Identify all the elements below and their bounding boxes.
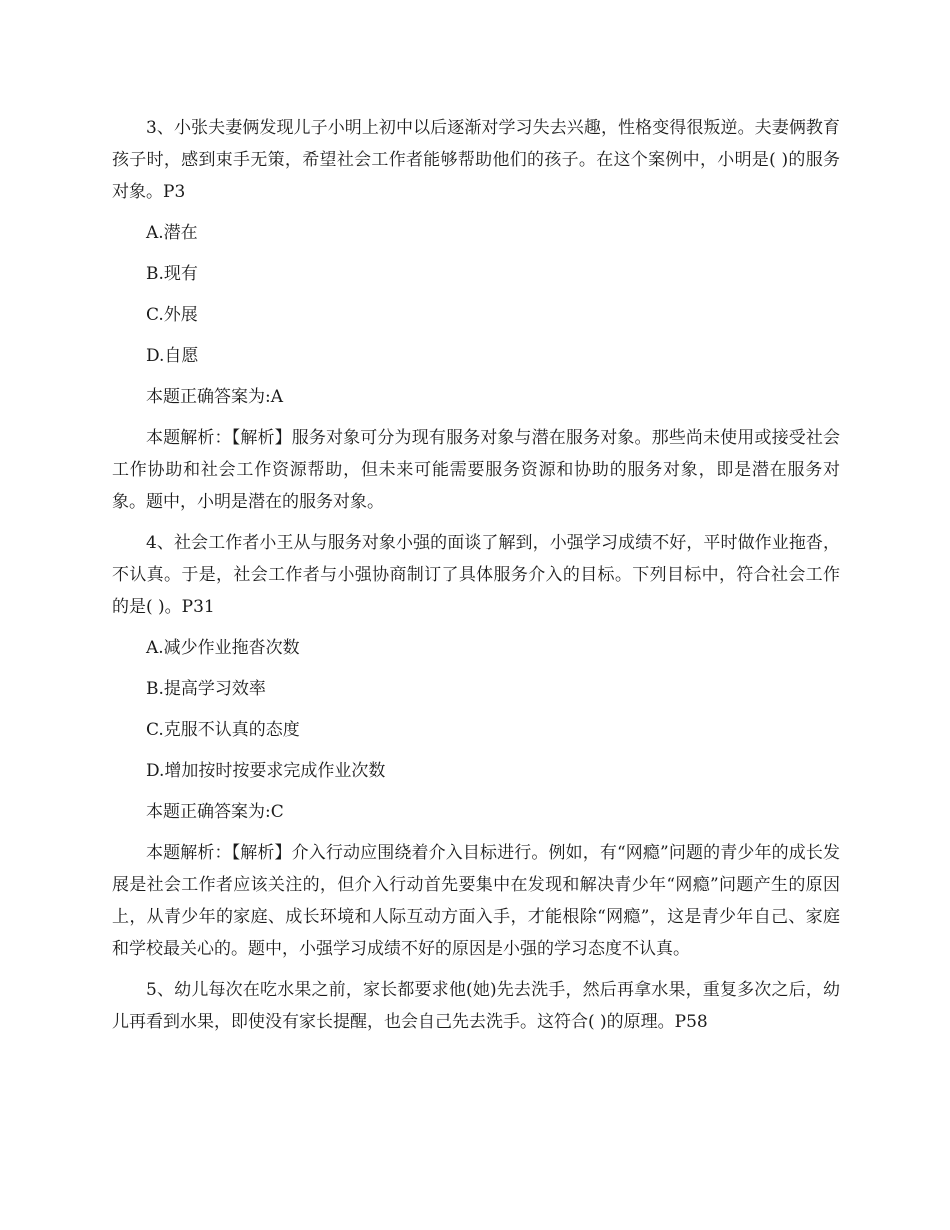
- option-b: B.现有: [146, 264, 198, 284]
- option-a: A.潜在: [146, 223, 198, 243]
- option-c: C.外展: [146, 305, 198, 325]
- option-d: D.自愿: [146, 346, 199, 366]
- option-a: A.减少作业拖沓次数: [146, 638, 300, 658]
- question-4: [112, 527, 840, 965]
- question-5: [112, 974, 840, 1038]
- analysis: 本题解析：【解析】服务对象可分为现有服务对象与潜在服务对象。那些尚未使用或接受社会工作协助和社会工作资源帮助，但未来可能需要服务资源和协助的服务对象，即是潜在服务对象。题中，小明是潜在的服务对象。: [112, 428, 840, 512]
- option-d: D.增加按时按要求完成作业次数: [146, 761, 386, 781]
- question-stem: 3、小张夫妻俩发现儿子小明上初中以后逐渐对学习失去兴趣，性格变得很叛逆。夫妻俩教育孩子时，感到束手无策，希望社会工作者能够帮助他们的孩子。在这个案例中，小明是( )的服务对象。P3: [112, 118, 840, 202]
- correct-answer: 本题正确答案为:C: [146, 802, 284, 822]
- option-b: B.提高学习效率: [146, 679, 266, 699]
- document-page: [112, 112, 840, 1038]
- question-3: [112, 112, 840, 518]
- question-stem: 4、社会工作者小王从与服务对象小强的面谈了解到，小强学习成绩不好，平时做作业拖沓，不认真。于是，社会工作者与小强协商制订了具体服务介入的目标。下列目标中，符合社会工作的是( )。P31: [112, 533, 840, 617]
- question-stem: 5、幼儿每次在吃水果之前，家长都要求他(她)先去洗手，然后再拿水果，重复多次之后，幼儿再看到水果，即使没有家长提醒，也会自己先去洗手。这符合( )的原理。P58: [112, 980, 840, 1032]
- correct-answer: 本题正确答案为:A: [146, 387, 284, 407]
- analysis: 本题解析：【解析】介入行动应围绕着介入目标进行。例如，有“网瘾”问题的青少年的成长发展是社会工作者应该关注的，但介入行动首先要集中在发现和解决青少年“网瘾”问题产生的原因上，从青少年的家庭、成长环境和人际互动方面入手，才能根除“网瘾”，这是青少年自己、家庭和学校最关心的。题中，小强学习成绩不好的原因是小强的学习态度不认真。: [112, 843, 840, 959]
- option-c: C.克服不认真的态度: [146, 720, 300, 740]
